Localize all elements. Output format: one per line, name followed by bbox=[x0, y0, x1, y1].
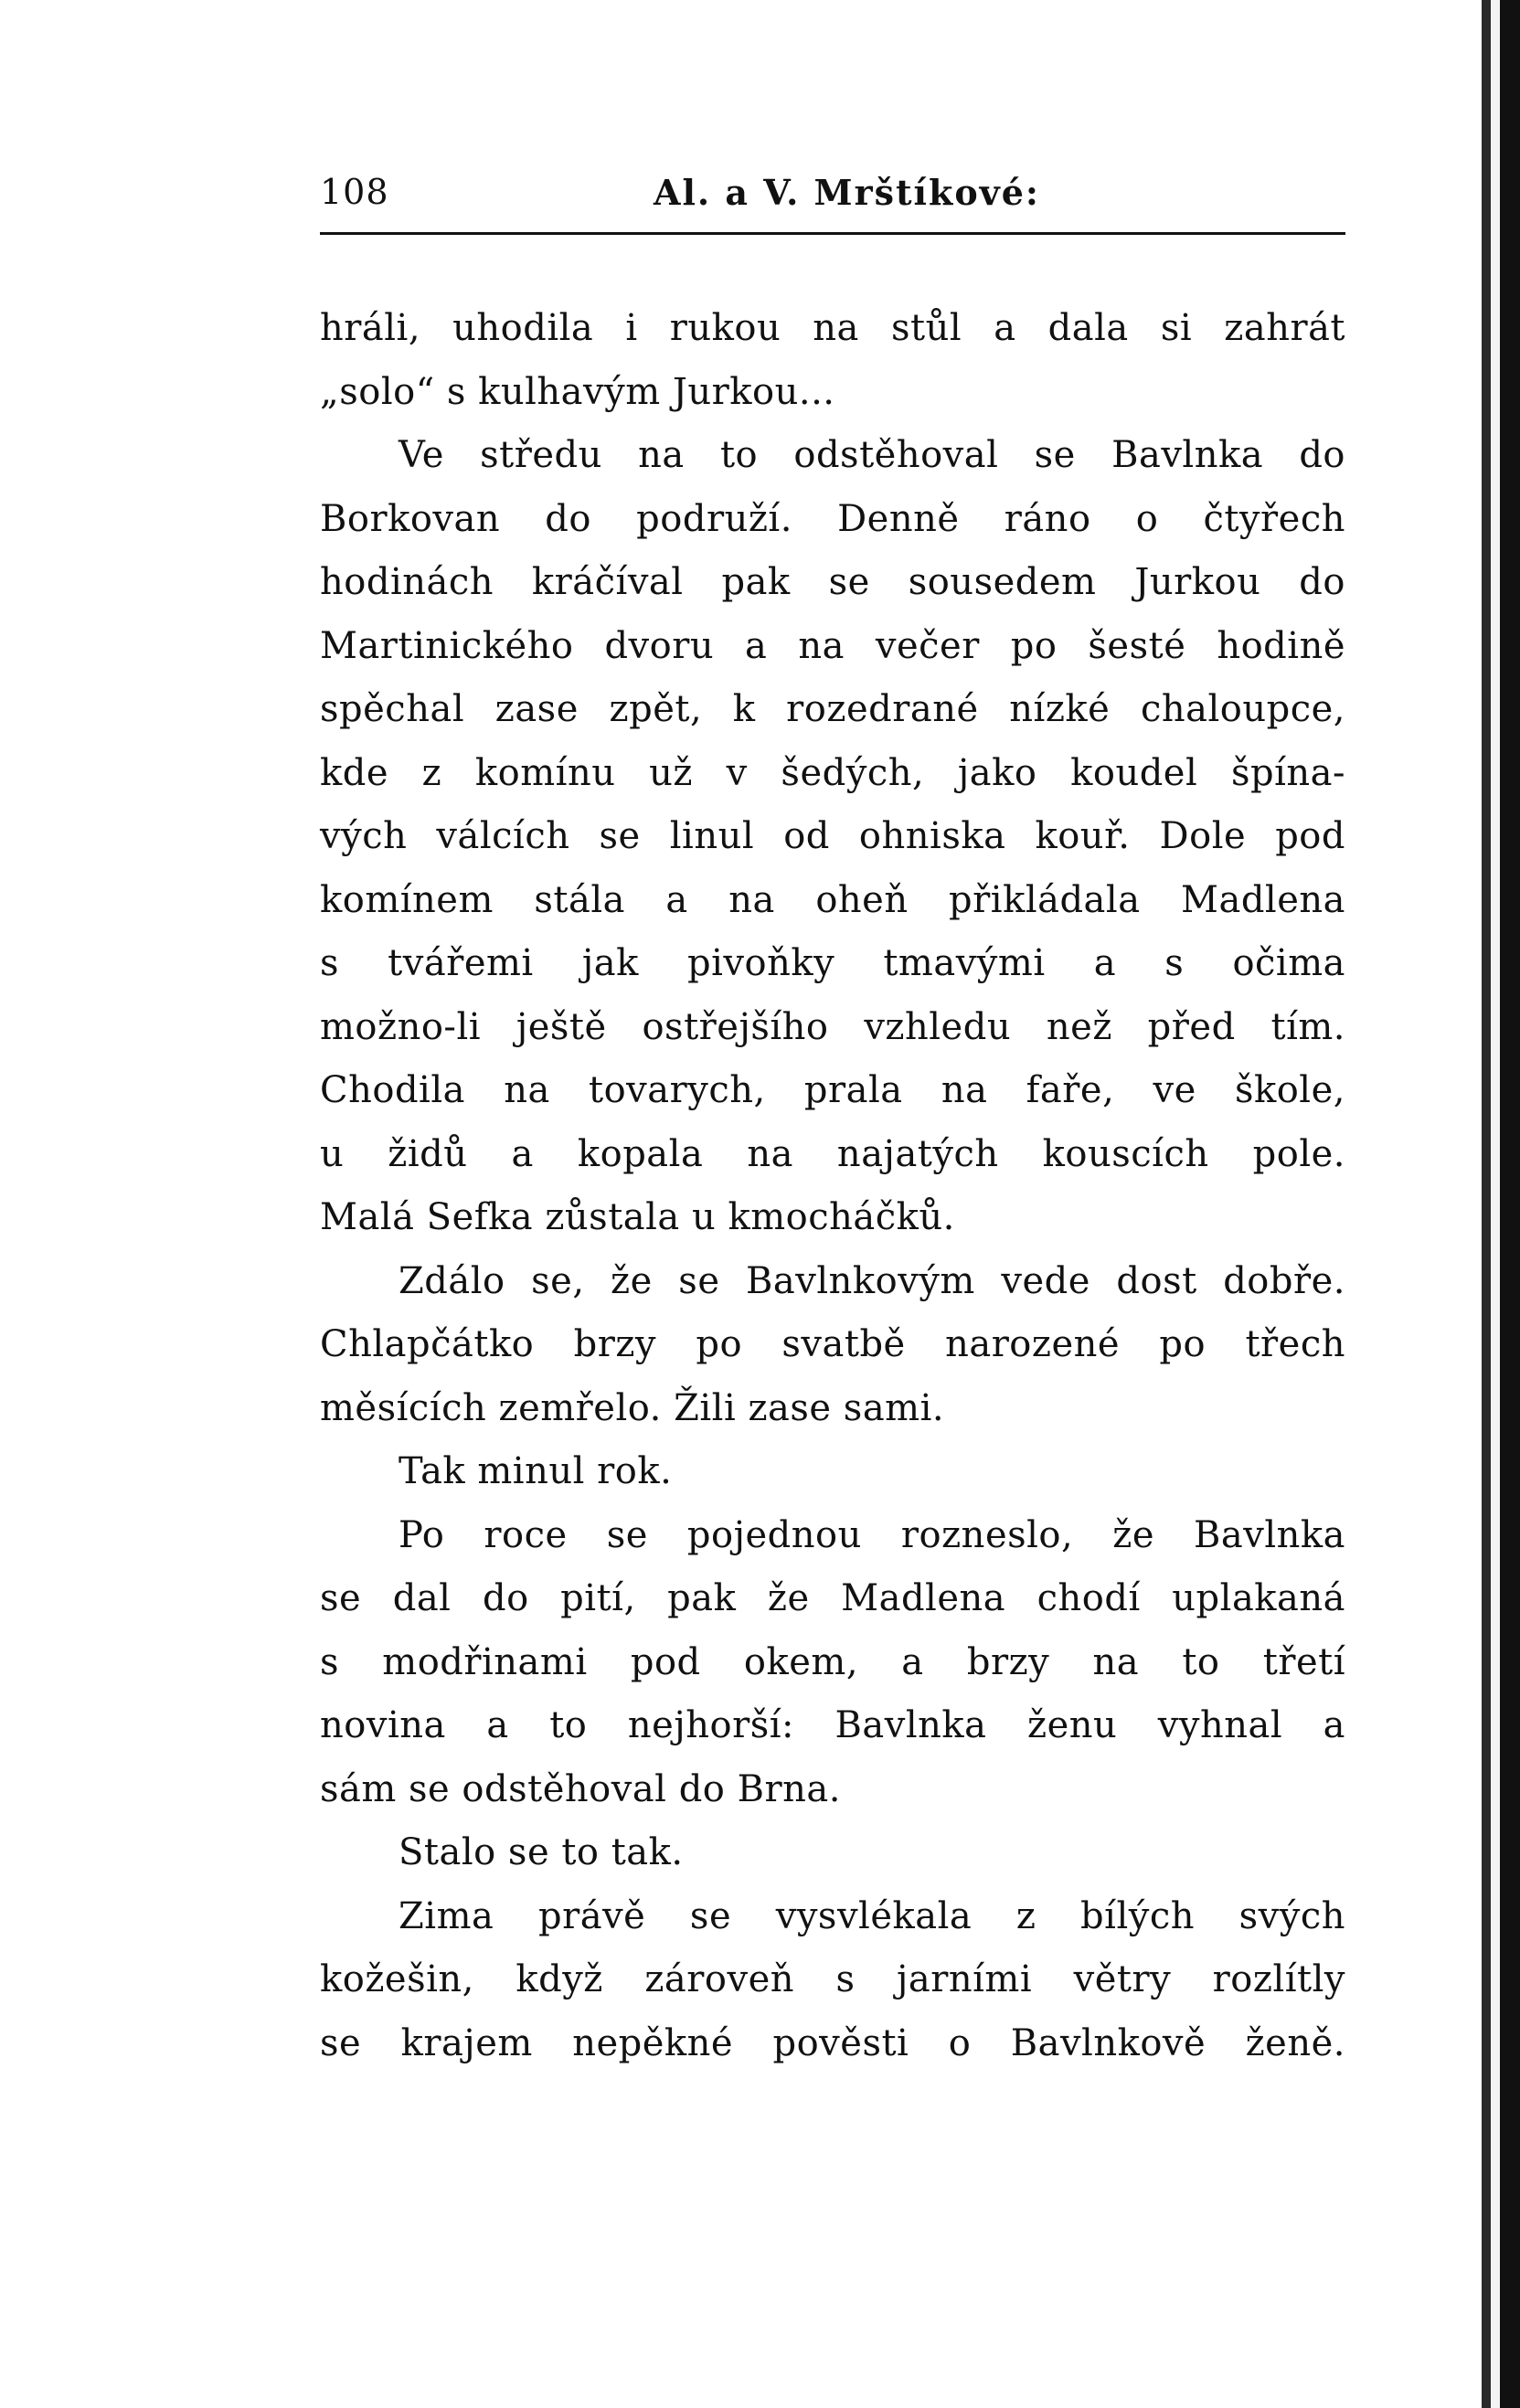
running-head: Al. a V. Mrštíkové: bbox=[654, 172, 1040, 213]
text-line: Martinického dvoru a na večer po šesté hodině bbox=[320, 624, 1345, 667]
text-line: kde z komínu už v šedých, jako koudel špína- bbox=[320, 751, 1345, 794]
text-line: Borkovan do podruží. Denně ráno o čtyřech bbox=[320, 497, 1345, 540]
text-line: měsících zemřelo. Žili zase sami. bbox=[320, 1386, 945, 1429]
text-line: Zdálo se, že se Bavlnkovým vede dost dobře. bbox=[399, 1259, 1345, 1302]
text-line: Chodila na tovarych, prala na faře, ve škole, bbox=[320, 1069, 1345, 1111]
text-line: se krajem nepěkné pověsti o Bavlnkově ženě. bbox=[320, 2021, 1345, 2064]
text-line: „solo“ s kulhavým Jurkou... bbox=[320, 370, 835, 413]
text-line: Ve středu na to odstěhoval se Bavlnka do bbox=[399, 434, 1345, 476]
text-line: s modřinami pod okem, a brzy na to třetí bbox=[320, 1640, 1345, 1683]
text-line: Zima právě se vysvlékala z bílých svých bbox=[399, 1894, 1345, 1937]
text-line: vých válcích se linul od ohniska kouř. Dole pod bbox=[320, 815, 1345, 857]
body-text bbox=[320, 297, 1345, 2075]
scan-edge-inner bbox=[1482, 0, 1491, 2408]
page-number: 108 bbox=[320, 172, 389, 212]
text-line: s tvářemi jak pivoňky tmavými a s očima bbox=[320, 942, 1345, 984]
header-rule bbox=[320, 232, 1345, 235]
text-line: Tak minul rok. bbox=[399, 1450, 673, 1492]
text-line: Po roce se pojednou rozneslo, že Bavlnka bbox=[399, 1513, 1345, 1556]
scan-edge-gap bbox=[1491, 0, 1500, 2408]
text-line: u židů a kopala na najatých kouscích pole. bbox=[320, 1132, 1345, 1175]
page-header bbox=[320, 172, 1344, 227]
scan-edge-outer bbox=[1500, 0, 1520, 2408]
text-line: Chlapčátko brzy po svatbě narozené po třech bbox=[320, 1323, 1345, 1365]
text-line: novina a to nejhorší: Bavlnka ženu vyhnal a bbox=[320, 1704, 1345, 1746]
text-line: kožešin, když zároveň s jarními větry rozlítly bbox=[320, 1958, 1345, 2000]
text-line: Stalo se to tak. bbox=[399, 1831, 684, 1873]
text-line: komínem stála a na oheň přikládala Madlena bbox=[320, 878, 1345, 921]
text-line: spěchal zase zpět, k rozedrané nízké chaloupce, bbox=[320, 688, 1345, 730]
text-line: Malá Sefka zůstala u kmocháčků. bbox=[320, 1196, 955, 1238]
text-line: sám se odstěhoval do Brna. bbox=[320, 1767, 841, 1810]
text-line: hodinách kráčíval pak se sousedem Jurkou do bbox=[320, 561, 1345, 603]
text-line: možno-li ještě ostřejšího vzhledu než před tím. bbox=[320, 1005, 1345, 1048]
text-line: se dal do pití, pak že Madlena chodí uplakaná bbox=[320, 1577, 1345, 1619]
text-line: hráli, uhodila i rukou na stůl a dala si zahrát bbox=[320, 307, 1345, 349]
